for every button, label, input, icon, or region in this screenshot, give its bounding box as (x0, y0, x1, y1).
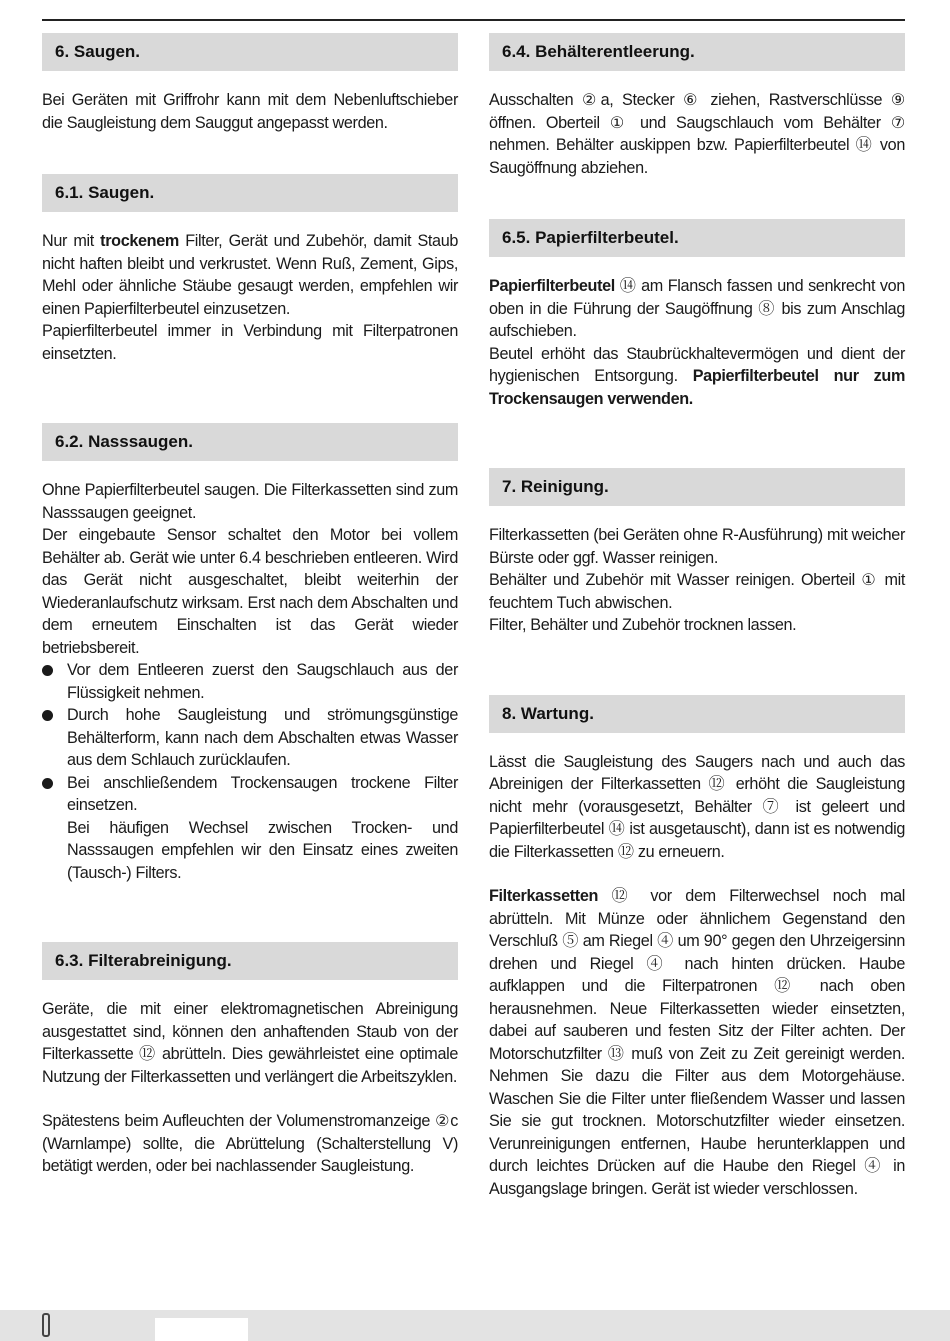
section-heading-6-3: 6.3. Filterabreinigung. (42, 942, 458, 980)
page-mark-icon (42, 1313, 50, 1337)
paragraph: Bei Geräten mit Griffrohr kann mit dem Nebenluftschieber die Saugleistung dem Sauggut angepasst werden. (42, 91, 458, 132)
paragraph: Papierfilterbeutel ⑭ am Flansch fassen und senkrecht von oben in die Führung der Saugöffnung ⑧ bis zum Anschlag aufschieben. (489, 277, 905, 340)
bullet-icon (42, 665, 53, 676)
paragraph: Filterkassetten ⑫ vor dem Filterwechsel noch mal abrütteln. Mit Münze oder ähnlichem Gegenstand den Verschluß ⑤ am Riegel ④ um 90° gegen den Uhrzeigersinn drehen und Riegel ④ nach hinten drücken. Haube aufklappen und die Filterpatronen ⑫ nach oben herausnehmen. Neue Filterkassetten wieder einsetzten, dabei auf sauberen und festen Sitz der Filter achten. Der Motorschutzfilter ⑬ muß von Zeit zu Zeit gereinigt werden. Nehmen Sie dazu die Filter aus dem Motorgehäuse. Waschen Sie die Filter unter fließendem Wasser und lassen Sie sie gut trocknen. Motorschutzfilter wieder einsetzen. Verunreinigungen entfernen, Haube herunterklappen und durch leichtes Drücken auf die Haube den Riegel ④ in Ausgangslage bringen. Gerät ist wieder verschlossen. (489, 887, 905, 1198)
paragraph: Geräte, die mit einer elektromagnetischen Abreinigung ausgestattet sind, können den anhaftenden Staub von der Filterkassette ⑫ abrütteln. Dies gewährleistet eine optimale Nutzung der Filterkassetten und verlängert die Arbeitszyklen. (42, 1000, 458, 1086)
bullet-icon (42, 710, 53, 721)
section-heading-7: 7. Reinigung. (489, 468, 905, 506)
paragraph: Der eingebaute Sensor schaltet den Motor bei vollem Behälter ab. Gerät wie unter 6.4 beschrieben entleeren. Wird das Gerät nicht ausgeschaltet, bleibt weiterhin der Wiederanlaufschutz wirksam. Erst nach dem Abschalten und dem erneutem Einschalten ist das Gerät wieder betriebsbereit. (42, 526, 458, 657)
right-column (489, 33, 905, 1200)
bullet-item: Durch hohe Saugleistung und strömungsgünstige Behälterform, kann nach dem Abschalten etwas Wasser aus dem Schlauch zurücklaufen. (42, 704, 458, 772)
paragraph: Spätestens beim Aufleuchten der Volumenstromanzeige ②c (Warnlampe) sollte, die Abrüttelung (Schalterstellung V) betätigt werden, oder bei nachlassender Saugleistung. (42, 1112, 458, 1175)
paragraph: Lässt die Saugleistung des Saugers nach und auch das Abreinigen der Filterkassetten ⑫ erhöht die Saugleistung nicht mehr (vorausgesetzt, Behälter ⑦ ist geleert und Papierfilterbeutel ⑭ ist ausgetauscht), dann ist es notwendig die Filterkassetten ⑫ zu erneuern. (489, 752, 905, 861)
paragraph: Behälter und Zubehör mit Wasser reinigen. Oberteil ① mit feuchtem Tuch abwischen. (489, 571, 905, 612)
section-heading-6-1: 6.1. Saugen. (42, 174, 458, 212)
bullet-continuation: Bei häufigen Wechsel zwischen Trocken- und Nasssaugen empfehlen wir den Einsatz eines zweiten (Tausch-) Filters. (67, 818, 458, 882)
footer-block (155, 1318, 248, 1341)
left-column (42, 33, 458, 1178)
paragraph: Ausschalten ②a, Stecker ⑥ ziehen, Rastverschlüsse ⑨ öffnen. Oberteil ① und Saugschlauch vom Behälter ⑦ nehmen. Behälter auskippen bzw. Papierfilterbeutel ⑭ von Saugöffnung abziehen. (489, 91, 905, 177)
bullet-icon (42, 778, 53, 789)
section-heading-6: 6. Saugen. (42, 33, 458, 71)
section-heading-6-2: 6.2. Nasssaugen. (42, 423, 458, 461)
paragraph: Ohne Papierfilterbeutel saugen. Die Filterkassetten sind zum Nasssaugen geeignet. (42, 481, 458, 522)
paragraph: Beutel erhöht das Staubrückhaltevermögen und dient der hygienischen Entsorgung. Papierfilterbeutel nur zum Trockensaugen verwenden. (489, 344, 905, 408)
paragraph: Papierfilterbeutel immer in Verbindung mit Filterpatronen einsetzten. (42, 322, 458, 363)
section-heading-6-5: 6.5. Papierfilterbeutel. (489, 219, 905, 257)
footer-bar (0, 1310, 950, 1341)
bullet-item: Bei anschließendem Trockensaugen trockene Filter einsetzen. (42, 772, 458, 817)
paragraph: Filter, Behälter und Zubehör trocknen lassen. (489, 616, 797, 634)
top-rule (42, 19, 905, 21)
paragraph: Filterkassetten (bei Geräten ohne R-Ausführung) mit weicher Bürste oder ggf. Wasser reinigen. (489, 526, 905, 567)
paragraph: Nur mit trockenem Filter, Gerät und Zubehör, damit Staub nicht haften bleibt und verkrustet. Wenn Ruß, Zement, Gips, Mehl oder ähnliche Stäube gesaugt werden, empfehlen wir einen Papierfilterbeutel einzusetzen. (42, 232, 459, 318)
section-heading-8: 8. Wartung. (489, 695, 905, 733)
bullet-item: Vor dem Entleeren zuerst den Saugschlauch aus der Flüssigkeit nehmen. (42, 659, 458, 704)
section-heading-6-4: 6.4. Behälterentleerung. (489, 33, 905, 71)
